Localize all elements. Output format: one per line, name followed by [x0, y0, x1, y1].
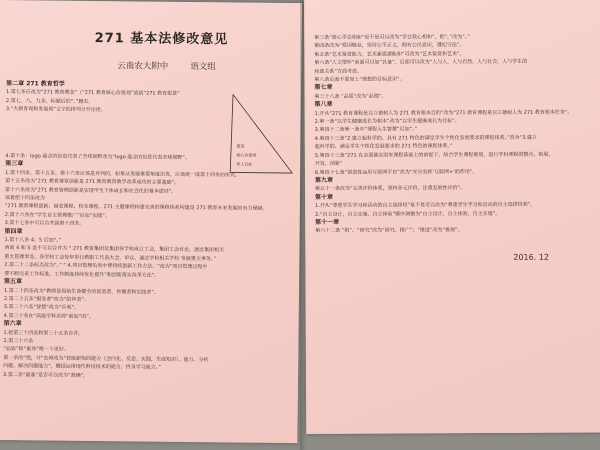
chapter-heading: 第四章 [4, 227, 23, 235]
text-line: “品质”和“素养”唯一个更好。 [3, 346, 69, 354]
document-title: 271 基本法修改意见 [94, 30, 229, 48]
text-line: 1.开头“271 教育课程是以立德树人为 271 教育根本目的”改为“271 教育课程是以立德树人为 271 教育根本任务”。 [314, 109, 573, 117]
text-line: 5.第四十三条“271 在全面落实国家课程基础上的前提下，结合学生课程规划，进行学科课程的整合，拓展， [314, 151, 554, 159]
text-line: 2.第二十五条“服务者”改为“陪伴者”。 [3, 295, 90, 303]
school-name: 云南农大附中 [117, 61, 169, 72]
chapter-heading: 第五章 [4, 278, 23, 286]
text-line: 2.第三十六条 [3, 337, 34, 345]
text-line: 3.第四十二条第一条中“课程入生智慧”后加“。” [314, 126, 418, 134]
text-line: 3.“大教育观和发展观”文字的排列分开论述。 [5, 106, 106, 114]
text-line: 2.第十六条在“学生自主管理推广”后加“实践”。 [4, 211, 110, 220]
text-line: 1.第七条应改为“271 教育理念”（“271 教育核心价值观”放到“271 教育愿景” [6, 89, 180, 98]
text-line: 2.第七、八、九条，标题后的“。”删去。 [5, 97, 94, 105]
text-line: 第六十二条 “相”、“研究”改为“研究、推广”；“推进”改为“推展”。 [315, 227, 463, 235]
text-line: 第八条后面不要加上“理想的目标意识”。 [314, 76, 405, 83]
right-page [304, 0, 600, 434]
text-line: 4.第三十条在“高级学科名师”前加“的”。 [3, 312, 94, 320]
chapter-heading: 第二章 271 教育哲学 [6, 80, 65, 88]
right-text-block [314, 32, 595, 235]
text-line: 第一条的“他，开”去掉改为“获取新知的能力（会内化、反思、实践，生成知识）、能力、分析 [3, 354, 209, 363]
text-line: 第四条改为“爱国敬业，坚持公平正义，拥有公民意识，遵纪守法”。 [314, 42, 465, 50]
triangle-label-values: 核心价值观 [236, 152, 257, 158]
triangle-label-goals: 育人目标 [236, 161, 253, 167]
text-line: 第三十八条 “品质”改为“品德”。 [314, 93, 387, 100]
chapter-heading: 第七章 [314, 84, 333, 92]
text-line: 要不断完善工作标准，工作制度持续优化提升”和创新落实改革方法”。 [4, 270, 160, 279]
text-line: 1.第十四条、第十五条、第十六条应该是并列的，如果从发展重要角度出发，应该统一成第十四条的形式。 [5, 169, 240, 179]
text-line: 6.第四十七条“创造性运用互联网平台”改为“充分发挥‘互联网+’的作用”。 [314, 168, 478, 176]
text-line: 第十六条改为“271 教育管理创新是实现学生个体成长和社会化的基本途径”。 [4, 186, 177, 195]
text-line: 第十五条改为“271 教育课堂创新是 271 教育教育教学改革成功的主要基础”。 [5, 178, 180, 187]
text-line: 2.第一条“以学生健康成长为根本”改为“以学生健康成长为目标”。 [314, 118, 460, 126]
text-line: 3.第二十六条“智慧”改为“乐观”。 [3, 304, 79, 312]
document-subtitle [117, 59, 238, 72]
triangle-label-vision: 愿景 [236, 143, 245, 149]
text-line: 起科学的、满足学生个性化发展要求的 271 特色的课程体系。” [314, 143, 453, 151]
text-line: “271 教育课程创新、国家课程、校本课程，271 主题课程构建完善的课程体系构建是 271 教育未来发展的有力保障。 [4, 203, 268, 213]
text-line: 1.把第三十四条和第三十五条合并。 [3, 329, 84, 337]
text-line: 第三条“游心学会相和”是不是可以改为“学会我心相和”，把“，”改为“。” [314, 34, 470, 41]
page-crease [300, 0, 306, 450]
text-line: 1.开头“尊重学生学习和活动的自主选择权”是不是可以改为“尊重学生学习和活动的自主选择权利”。 [315, 201, 536, 210]
document-date: 2016. 12 [513, 252, 549, 262]
text-line: 重大管理事务，各学校工会每年举行教职工代表大会，审议、通过学校相关学校 发展重大事务。” [4, 253, 217, 263]
chapter-heading: 第十一章 [315, 218, 340, 226]
left-text-block-2 [3, 152, 294, 382]
chapter-heading: 第六章 [3, 320, 22, 328]
text-line: 1.第十八条 4、5 后加“。” [4, 237, 62, 244]
chapter-heading: 第八章 [314, 101, 333, 109]
text-line: 4.第四十三条“2.建立起科学的、具有 271 特色的满足学生个性化发展要求的课程体系。”改为“3.建立 [314, 134, 538, 142]
group-name: 语文组 [190, 61, 216, 73]
text-line: 2.“自主设计，自主实施，自主体验”顺序调整为“自主设计，自主体验，自主实施”。 [315, 210, 501, 218]
text-line: 1.第二十四条改为“教师是原始生命健全的创造者、传播者和实践者”。 [3, 287, 159, 296]
text-line: 问题、解决问题能力”，概括运用现代科技技术的能力，终身学习能力。” [3, 363, 161, 371]
chapter-heading: 第九章 [314, 176, 333, 184]
chapter-heading: 第三章 [5, 160, 24, 168]
text-line: 西南 4 和 5 是不可以合并为 “ 271 教育集团及集团各学校成立工会，集团工会讨论，通过集团相关 [4, 245, 225, 254]
text-line: 开发，创新” [314, 160, 343, 168]
text-line: 第五十一条改为“完善评价体系，坚持多元评价，注重发展性评价”。 [314, 185, 466, 193]
left-page [0, 0, 302, 443]
chapter-heading: 第十章 [315, 193, 334, 201]
text-line: 2.第二十二条标点改为“。” “ 4.项目管理负责中要持续创新工作方法、“改为“项目管理过程中 [4, 262, 208, 271]
text-line: 3.第十七条中可以合并到第十四条。 [4, 220, 85, 228]
text-line: 和谐关系”方面考虑。 [314, 68, 362, 75]
text-line: 第六条“人文情怀”前面可以加“具备”，后面可以改为“人与人，人与自然，人与社会，人与学生的 [314, 59, 528, 67]
text-line: 4.第十条：logo 蕴含的信息代表了全球视野改为“logo 蕴含的信息代表全球视野”。 [5, 153, 190, 161]
text-line: 第五条“艺术鉴赏能力，艺术素质潜能和”可改为“艺术鉴赏和艺术”， [314, 50, 465, 58]
text-line: 该着把十四条改为 [4, 195, 45, 202]
text-line: 3.第二条“最基”是否可以改为“准确”。 [3, 371, 89, 379]
